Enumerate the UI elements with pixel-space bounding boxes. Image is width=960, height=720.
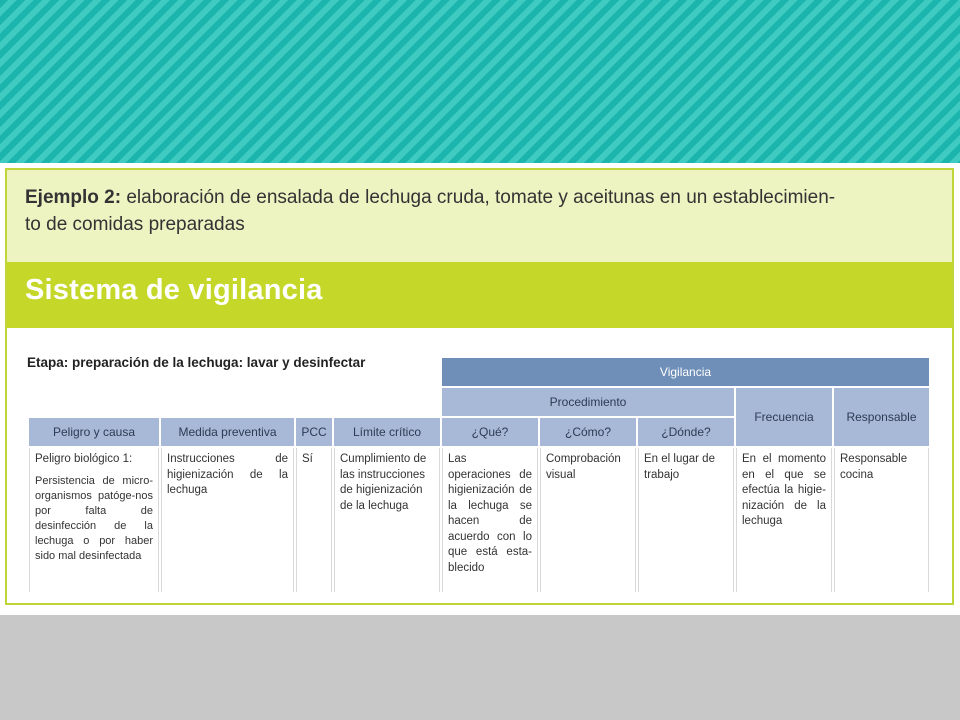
cell-limite: Cumplimiento de las instrucciones de higienización de la lechuga bbox=[334, 448, 440, 592]
cell-pcc: Sí bbox=[296, 448, 332, 592]
blank-header bbox=[29, 358, 440, 386]
example-card bbox=[5, 168, 954, 605]
cell-como: Comprobación visual bbox=[540, 448, 636, 592]
table-row bbox=[29, 448, 929, 592]
header-medida: Medida preventiva bbox=[161, 418, 294, 446]
decorative-stripe-banner bbox=[0, 0, 960, 163]
cell-medida: Instrucciones de higienización de la lechuga bbox=[161, 448, 294, 592]
example-header bbox=[7, 170, 952, 262]
cell-frecuencia: En el momento en el que se efectúa la higie-nización de la lechuga bbox=[736, 448, 832, 592]
example-text-line1: elaboración de ensalada de lechuga cruda, tomate y aceitunas en un establecimien- bbox=[126, 187, 836, 208]
example-label: Ejemplo 2: bbox=[25, 187, 122, 208]
section-title: Sistema de vigilancia bbox=[7, 262, 952, 328]
header-como: ¿Cómo? bbox=[540, 418, 636, 446]
header-responsable: Responsable bbox=[834, 388, 929, 446]
header-vigilancia: Vigilancia bbox=[442, 358, 929, 386]
header-peligro: Peligro y causa bbox=[29, 418, 159, 446]
header-procedimiento: Procedimiento bbox=[442, 388, 734, 416]
cell-peligro bbox=[29, 448, 159, 592]
cell-donde: En el lugar de trabajo bbox=[638, 448, 734, 592]
cell-que: Las operaciones de higienización de la lechuga se hacen de acuerdo con lo que está esta-blecido bbox=[442, 448, 538, 592]
blank-header bbox=[29, 388, 440, 416]
header-frecuencia: Frecuencia bbox=[736, 388, 832, 446]
header-que: ¿Qué? bbox=[442, 418, 538, 446]
header-pcc: PCC bbox=[296, 418, 332, 446]
example-text-line2: to de comidas preparadas bbox=[25, 214, 245, 235]
vigilancia-table bbox=[27, 356, 931, 594]
header-limite: Límite crítico bbox=[334, 418, 440, 446]
cell-responsable: Responsable cocina bbox=[834, 448, 929, 592]
etapa-label: Etapa: preparación de la lechuga: lavar y desinfectar bbox=[27, 355, 366, 370]
peligro-detail: Persistencia de micro-organismos patóge-nos por falta de desinfección de la lechuga o por haber sido mal desinfectada bbox=[35, 474, 153, 562]
document-page bbox=[0, 168, 960, 615]
peligro-title: Peligro biológico 1: bbox=[35, 453, 133, 465]
header-donde: ¿Dónde? bbox=[638, 418, 734, 446]
